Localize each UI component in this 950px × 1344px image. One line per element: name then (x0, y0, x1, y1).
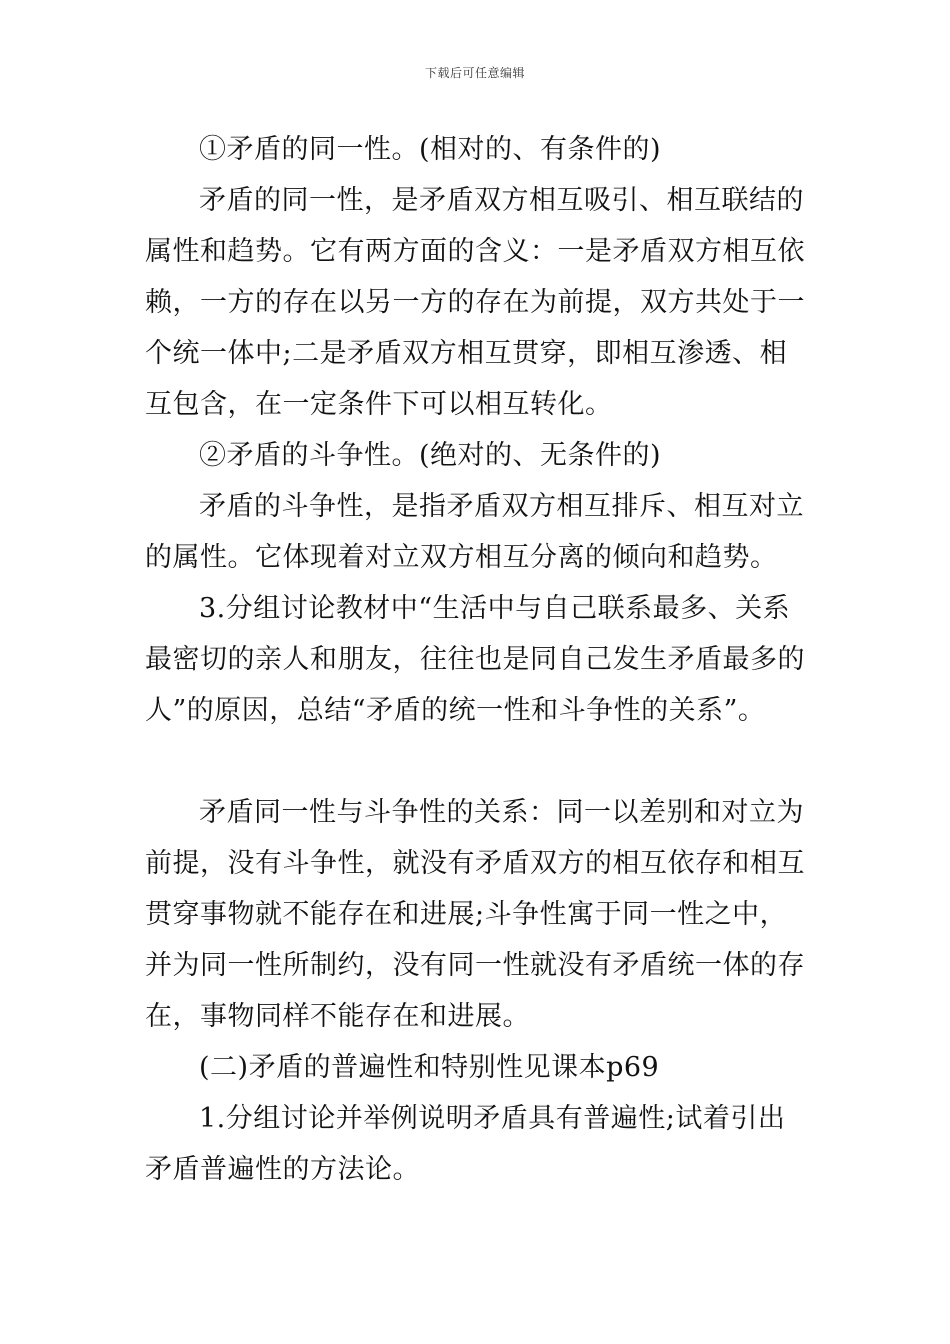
paragraph-section-two-heading: (二)矛盾的普遍性和特别性见课本p69 (199, 1052, 660, 1083)
paragraph-relationship: 矛盾同一性与斗争性的关系：同一以差别和对立为前提，没有斗争性，就没有矛盾双方的相互依存和相互贯穿事物就不能存在和进展;斗争性寓于同一性之中，并为同一性所制约，没有同一性就没有矛盾统一体的存在，事物同样不能存在和进展。 (145, 797, 805, 1032)
paragraph-struggle-heading: ②矛盾的斗争性。(绝对的、无条件的) (199, 440, 662, 471)
paragraph-identity-heading: ①矛盾的同一性。(相对的、有条件的) (199, 134, 662, 165)
body-text (145, 124, 807, 1195)
paragraph-discussion-task: 3.分组讨论教材中“生活中与自己联系最多、关系最密切的亲人和朋友，往往也是同自己发生矛盾最多的人”的原因，总结“矛盾的统一性和斗争性的关系”。 (145, 593, 805, 726)
paragraph-universality-task: 1.分组讨论并举例说明矛盾具有普遍性;试着引出矛盾普遍性的方法论。 (145, 1103, 786, 1185)
paragraph-struggle-definition: 矛盾的斗争性，是指矛盾双方相互排斥、相互对立的属性。它体现着对立双方相互分离的倾向和趋势。 (145, 491, 804, 573)
header-note: 下载后可任意编辑 (424, 66, 525, 80)
paragraph-identity-definition: 矛盾的同一性，是矛盾双方相互吸引、相互联结的属性和趋势。它有两方面的含义：一是矛盾双方相互依赖，一方的存在以另一方的存在为前提，双方共处于一个统一体中;二是矛盾双方相互贯穿，即相互渗透、相互包含，在一定条件下可以相互转化。 (145, 185, 805, 420)
blank-line (145, 736, 807, 787)
